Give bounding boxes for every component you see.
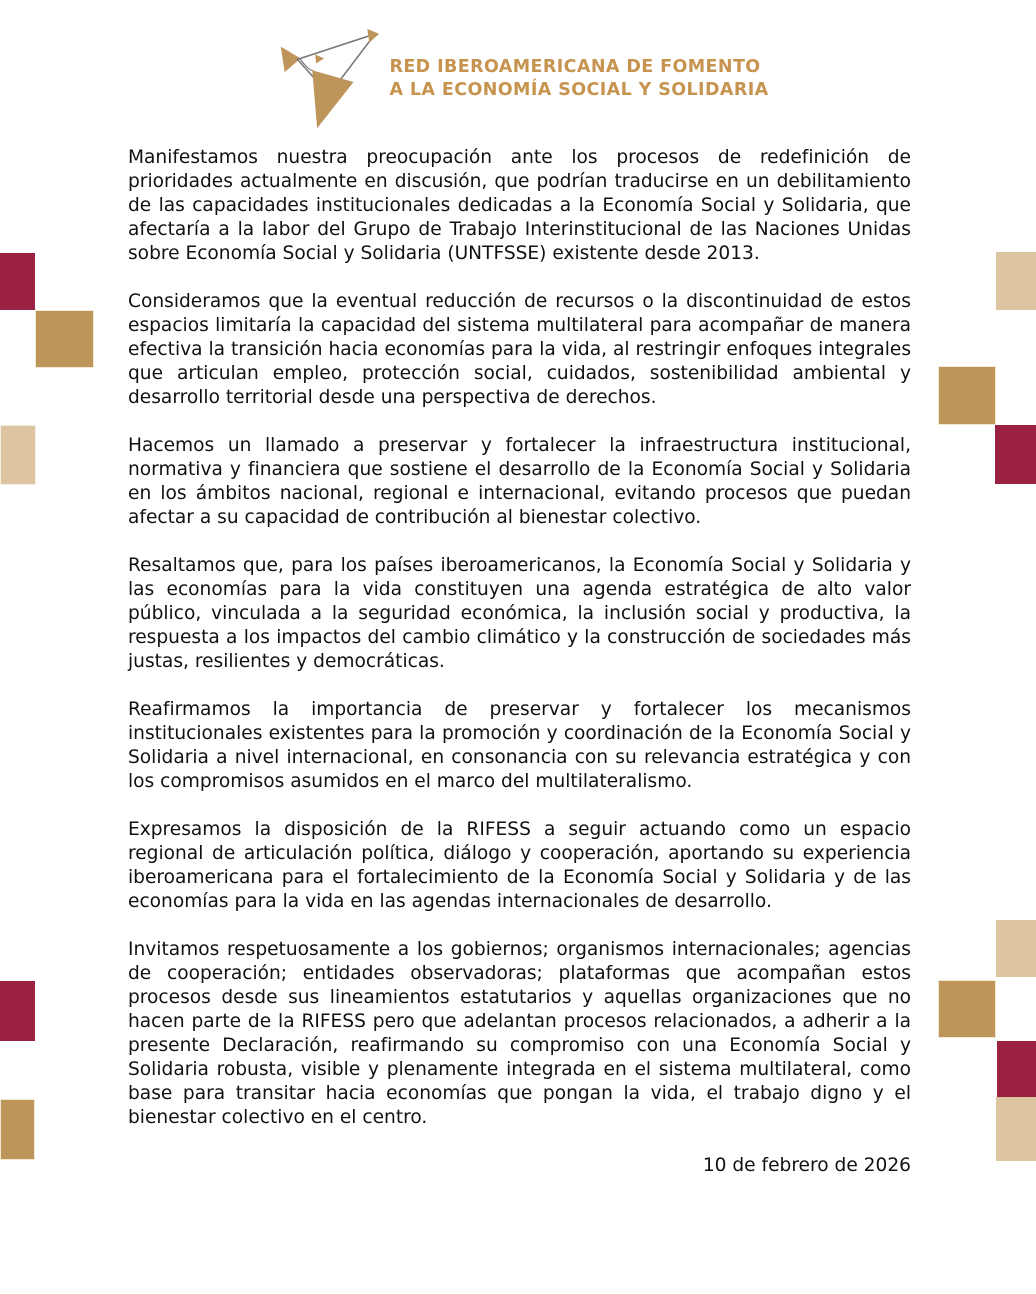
logo-wordmark <box>389 56 768 102</box>
paragraph-2: Consideramos que la eventual reducción de recursos o la discontinuidad de estos espacios limitaría la capacidad del sistema multilateral para acompañar de manera efectiva la transición hacia economías para la vida, al restringir enfoques integrales que articulan empleo, protección social, cuidados, sostenibilidad ambiental y desarrollo territorial desde una perspectiva de derechos. <box>128 291 911 408</box>
paragraph-7: Invitamos respetuosamente a los gobiernos; organismos internacionales; agencias de cooperación; entidades observadoras; plataformas que acompañan estos procesos desde sus lineamientos estatutarios y aquellas organizaciones que no hacen parte de la RIFESS pero que adelantan procesos relacionados, a adherir a la presente Declaración, reafirmando su compromiso con una Economía Social y Solidaria robusta, visible y plenamente integrada en el sistema multilateral, como base para transitar hacia economías que pongan la vida, el trabajo digno y el bienestar colectivo en el centro. <box>128 939 911 1128</box>
decor-square-left-top-crimson <box>0 253 35 310</box>
decor-square-right-bottom-beige-2 <box>996 1097 1036 1161</box>
logo-line-1: RED IBEROAMERICANA DE FOMENTO <box>389 57 761 77</box>
paragraph-6: Expresamos la disposición de la RIFESS a seguir actuando como un espacio regional de articulación política, diálogo y cooperación, aportando su experiencia iberoamericana para el fortalecimiento de la Economía Social y Solidaria y de las economías para la vida en las agendas internacionales de desarrollo. <box>128 819 911 912</box>
decor-square-left-top-gold <box>35 310 94 368</box>
paragraph-3: Hacemos un llamado a preservar y fortalecer la infraestructura institucional, normativa y financiera que sostiene el desarrollo de la Economía Social y Solidaria en los ámbitos nacional, regional e internacional, evitando procesos que puedan afectar a su capacidad de contribución al bienestar colectivo. <box>128 435 911 528</box>
paragraph-1: Manifestamos nuestra preocupación ante los procesos de redefinición de prioridades actualmente en discusión, que podrían traducirse en un debilitamiento de las capacidades institucionales dedicadas a la Economía Social y Solidaria, que afectaría a la labor del Grupo de Trabajo Interinstitucional de las Naciones Unidas sobre Economía Social y Solidaria (UNTFSSE) existente desde 2013. <box>128 147 911 264</box>
rifess-logo-icon <box>267 26 385 142</box>
decor-square-left-top-beige <box>0 425 36 485</box>
decor-square-right-bottom-gold <box>938 980 996 1038</box>
decor-square-right-bottom-crimson <box>997 1041 1036 1097</box>
decor-square-right-top-gold <box>938 366 996 425</box>
decor-square-left-bottom-gold <box>0 1099 35 1160</box>
document-body <box>128 146 911 1178</box>
logo-line-2: A LA ECONOMÍA SOCIAL Y SOLIDARIA <box>389 80 769 100</box>
date-line: 10 de febrero de 2026 <box>702 1155 911 1176</box>
decor-square-left-bottom-crimson <box>0 981 35 1041</box>
decor-square-right-top-crimson <box>995 425 1036 484</box>
decor-square-right-bottom-beige-1 <box>996 920 1036 977</box>
paragraph-5: Reafirmamos la importancia de preservar y fortalecer los mecanismos institucionales existentes para la promoción y coordinación de la Economía Social y Solidaria a nivel internacional, en consonancia con su relevancia estratégica y con los compromisos asumidos en el marco del multilateralismo. <box>128 699 911 792</box>
paragraph-4: Resaltamos que, para los países iberoamericanos, la Economía Social y Solidaria y las economías para la vida constituyen una agenda estratégica de alto valor público, vinculada a la seguridad económica, la inclusión social y productiva, la respuesta a los impactos del cambio climático y la construcción de sociedades más justas, resilientes y democráticas. <box>128 555 911 672</box>
logo <box>0 26 1036 142</box>
decor-square-right-top-beige <box>996 252 1036 310</box>
